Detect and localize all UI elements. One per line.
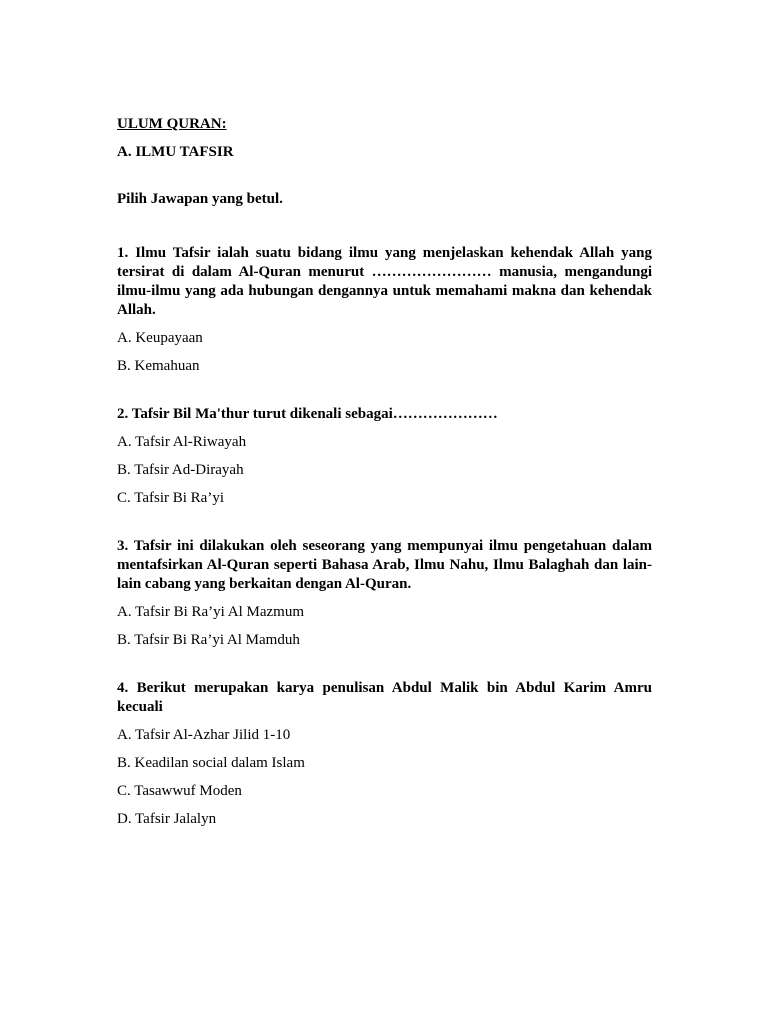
question-2 xyxy=(117,405,652,508)
document-title: ULUM QURAN: xyxy=(117,116,227,132)
question-1 xyxy=(117,244,652,376)
question-text: 4. Berikut merupakan karya penulisan Abdul Malik bin Abdul Karim Amru kecuali xyxy=(117,680,652,715)
question-text: 3. Tafsir ini dilakukan oleh seseorang yang mempunyai ilmu pengetahuan dalam mentafsirkan Al-Quran seperti Bahasa Arab, Ilmu Nahu, Ilmu Balaghah dan lain-lain cabang yang berkaitan dengan Al-Quran. xyxy=(117,538,652,592)
document-content xyxy=(117,115,652,829)
question-3 xyxy=(117,537,652,650)
answer-option: A. Tafsir Al-Riwayah xyxy=(117,434,247,450)
answer-option: C. Tasawwuf Moden xyxy=(117,783,242,799)
answer-option: A. Keupayaan xyxy=(117,330,203,346)
answer-option: B. Kemahuan xyxy=(117,358,200,374)
answer-option: B. Keadilan social dalam Islam xyxy=(117,755,305,771)
answer-option: D. Tafsir Jalalyn xyxy=(117,811,217,827)
question-text: 2. Tafsir Bil Ma'thur turut dikenali sebagai………………… xyxy=(117,406,498,422)
answer-option: A. Tafsir Bi Ra’yi Al Mazmum xyxy=(117,604,304,620)
answer-option: A. Tafsir Al-Azhar Jilid 1-10 xyxy=(117,727,291,743)
answer-option: B. Tafsir Bi Ra’yi Al Mamduh xyxy=(117,632,300,648)
answer-option: C. Tafsir Bi Ra’yi xyxy=(117,490,224,506)
question-text: 1. Ilmu Tafsir ialah suatu bidang ilmu yang menjelaskan kehendak Allah yang tersirat di dalam Al-Quran menurut …………………… manusia, mengandungi ilmu-ilmu yang ada hubungan dengannya untuk memahami makna dan kehendak Allah. xyxy=(117,245,652,318)
instruction-text: Pilih Jawapan yang betul. xyxy=(117,191,283,207)
section-heading: A. ILMU TAFSIR xyxy=(117,144,234,160)
question-4 xyxy=(117,679,652,829)
answer-option: B. Tafsir Ad-Dirayah xyxy=(117,462,244,478)
